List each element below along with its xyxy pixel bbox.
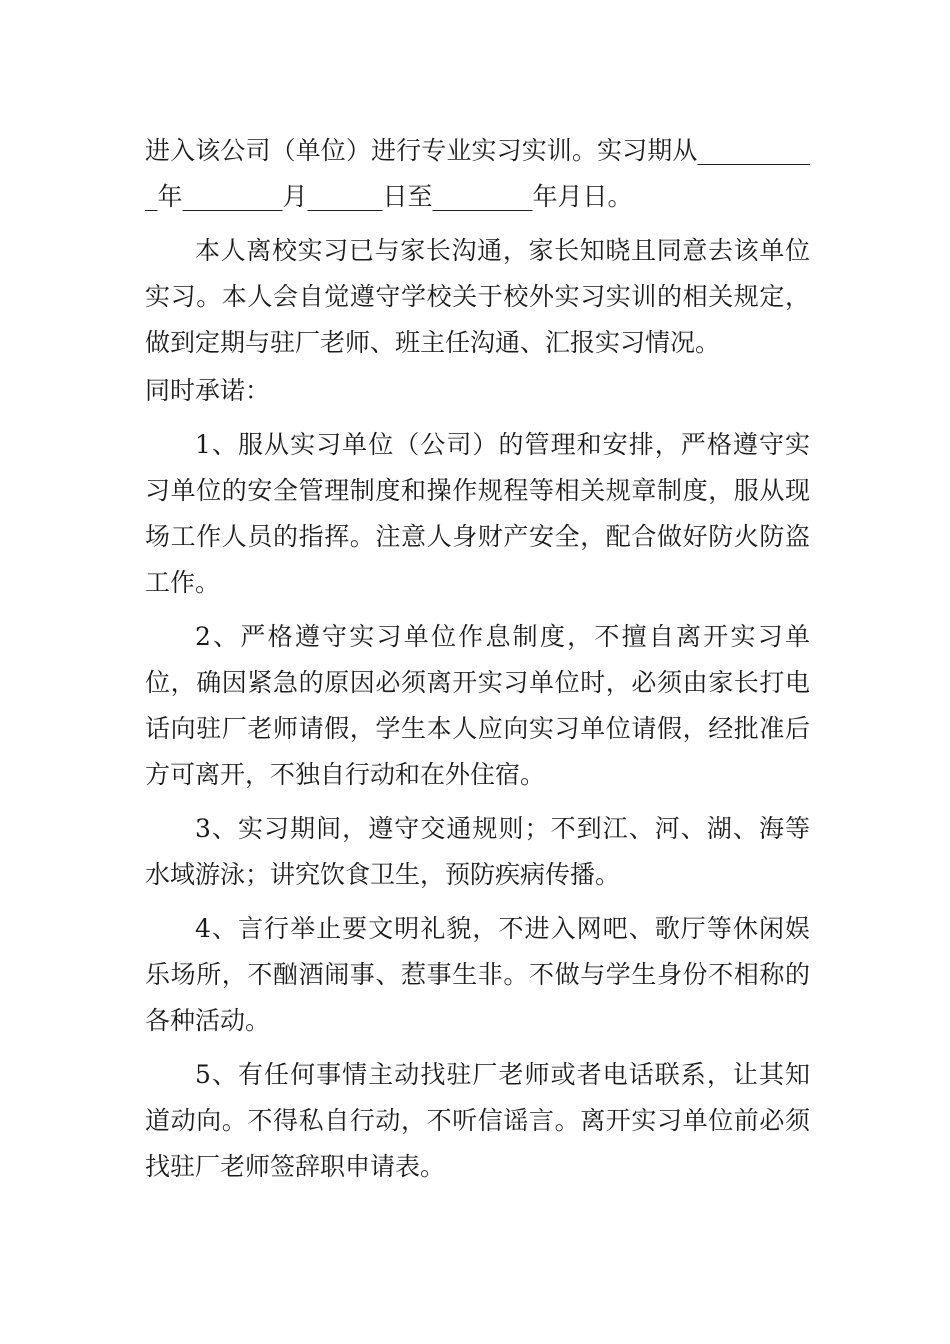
paragraph-commitment-2: 2、严格遵守实习单位作息制度，不擅自离开实习单位，确因紧急的原因必须离开实习单位时，必须由家长打电话向驻厂老师请假，学生本人应向实习单位请假，经批准后方可离开，不独自行动和在外住宿。 — [145, 622, 810, 789]
paragraph-commitment-1: 1、服从实习单位（公司）的管理和安排，严格遵守实习单位的安全管理制度和操作规程等相关规章制度，服从现场工作人员的指挥。注意人身财产安全，配合做好防火防盗工作。 — [145, 430, 810, 597]
paragraph-commitment-5: 5、有任何事情主动找驻厂老师或者电话联系，让其知道动向。不得私自行动，不听信谣言。离开实习单位前必须找驻厂老师签辞职申请表。 — [145, 1060, 810, 1181]
paragraph-parent-consent: 本人离校实习已与家长沟通，家长知晓且同意去该单位实习。本人会自觉遵守学校关于校外实习实训的相关规定，做到定期与驻厂老师、班主任沟通、汇报实习情况。 — [145, 236, 810, 357]
paragraph-commitment-3: 3、实习期间，遵守交通规则；不到江、河、湖、海等水域游泳；讲究饮食卫生，预防疾病传播。 — [145, 814, 810, 889]
paragraph-internship-period: 进入该公司（单位）进行专业实习实训。实习期从__________年________月______日至________年月日。 — [145, 136, 810, 211]
paragraph-commitment-intro: 同时承诺： — [145, 376, 271, 405]
document-body — [145, 128, 810, 1192]
paragraph-commitment-4: 4、言行举止要文明礼貌，不进入网吧、歌厅等休闲娱乐场所，不酗酒闹事、惹事生非。不做与学生身份不相称的各种活动。 — [145, 914, 810, 1035]
